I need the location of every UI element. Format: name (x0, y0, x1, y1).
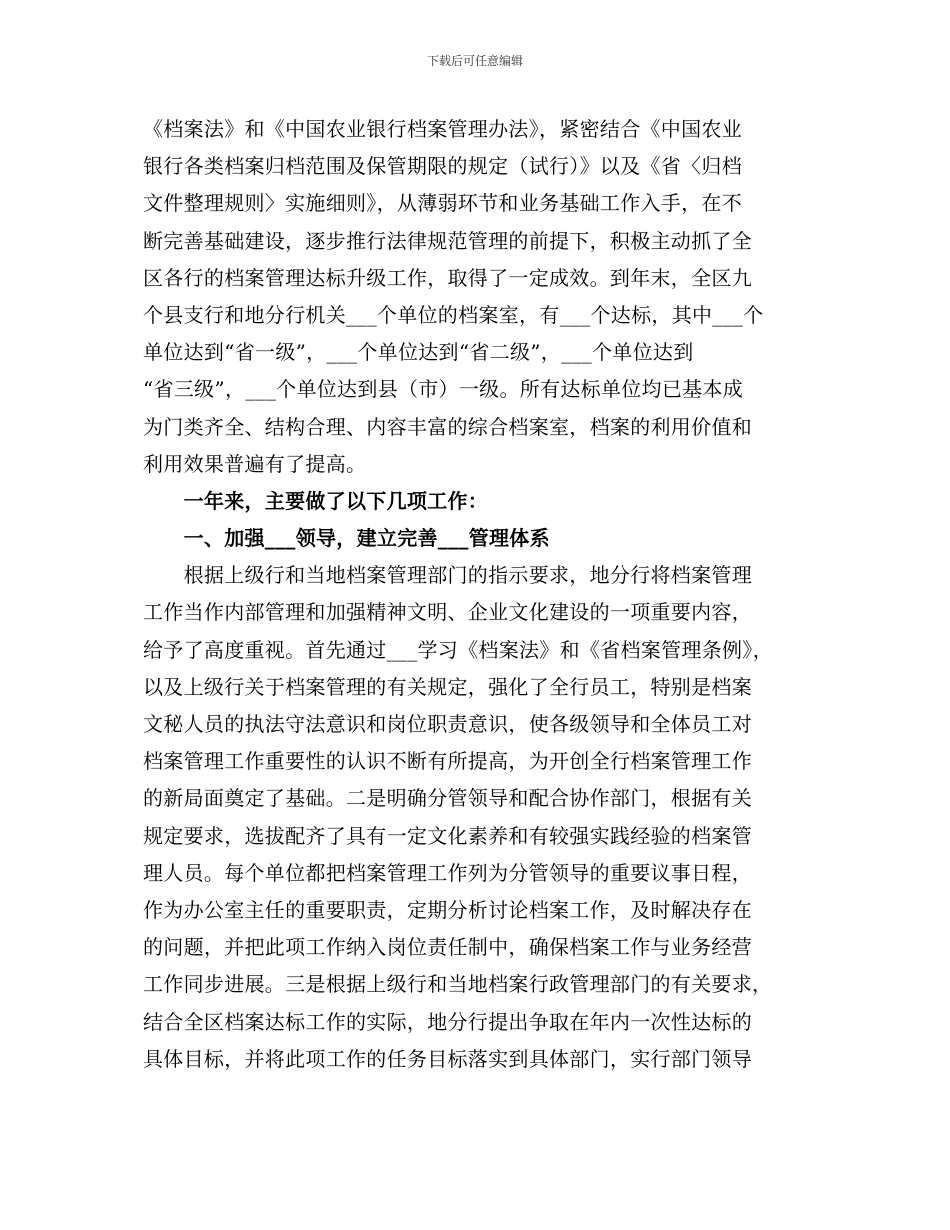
body-line: 档案管理工作重要性的认识不断有所提高，为开创全行档案管理工作 (143, 749, 752, 774)
body-line: 理人员。每个单位都把档案管理工作列为分管领导的重要议事日程， (143, 860, 752, 885)
page-header: 下载后可任意编辑 (426, 54, 523, 68)
body-line: 文秘人员的执法守法意识和岗位职责意识，使各级领导和全体员工对 (143, 712, 752, 736)
body-line: 给予了高度重视。首先通过___学习《档案法》和《省档案管理条例》， (143, 637, 773, 662)
body-line: 的问题，并把此项工作纳入岗位责任制中，确保档案工作与业务经营 (143, 935, 752, 960)
body-line: 文件整理规则〉实施细则》，从薄弱环节和业务基础工作入手，在不 (143, 191, 742, 216)
body-line: 工作同步进展。三是根据上级行和当地档案行政管理部门的有关要求， (143, 972, 773, 997)
body-line: 单位达到“省一级”，___个单位达到“省二级”，___个单位达到 (143, 340, 694, 365)
body-line: 为门类齐全、结构合理、内容丰富的综合档案室，档案的利用价值和 (143, 414, 752, 439)
body-line: 银行各类档案归档范围及保管期限的规定（试行）》以及《省〈归档 (143, 154, 742, 179)
body-line: 利用效果普遍有了提高。 (143, 451, 367, 476)
body-line: 以及上级行关于档案管理的有关规定，强化了全行员工，特别是档案 (143, 674, 752, 699)
body-line: 根据上级行和当地档案管理部门的指示要求，地分行将档案管理 (143, 563, 752, 588)
body-line: 结合全区档案达标工作的实际，地分行提出争取在年内一次性达标的 (143, 1009, 752, 1034)
body-line: 作为办公室主任的重要职责，定期分析讨论档案工作，及时解决存在 (143, 897, 752, 922)
document-body (143, 111, 823, 1078)
section-intro-heading: 一年来，主要做了以下几项工作： (143, 488, 489, 513)
body-line: 具体目标，并将此项工作的任务目标落实到具体部门，实行部门领导 (143, 1046, 752, 1071)
body-line: 工作当作内部管理和加强精神文明、企业文化建设的一项重要内容， (143, 600, 752, 625)
section-heading-1: 一、加强___领导，建立完善___管理体系 (143, 526, 550, 551)
body-line: 个县支行和地分行机关___个单位的档案室，有___个达标，其中___个 (143, 302, 764, 327)
body-line: 《档案法》和《中国农业银行档案管理办法》，紧密结合《中国农业 (143, 117, 742, 141)
body-line: 区各行的档案管理达标升级工作，取得了一定成效。到年末，全区九 (143, 265, 752, 290)
body-line: “省三级”，___个单位达到县（市）一级。所有达标单位均已基本成 (143, 377, 744, 402)
body-line: 断完善基础建设，逐步推行法律规范管理的前提下，积极主动抓了全 (143, 228, 752, 253)
body-line: 规定要求，选拔配齐了具有一定文化素养和有较强实践经验的档案管 (143, 823, 752, 848)
body-line: 的新局面奠定了基础。二是明确分管领导和配合协作部门，根据有关 (143, 786, 752, 811)
